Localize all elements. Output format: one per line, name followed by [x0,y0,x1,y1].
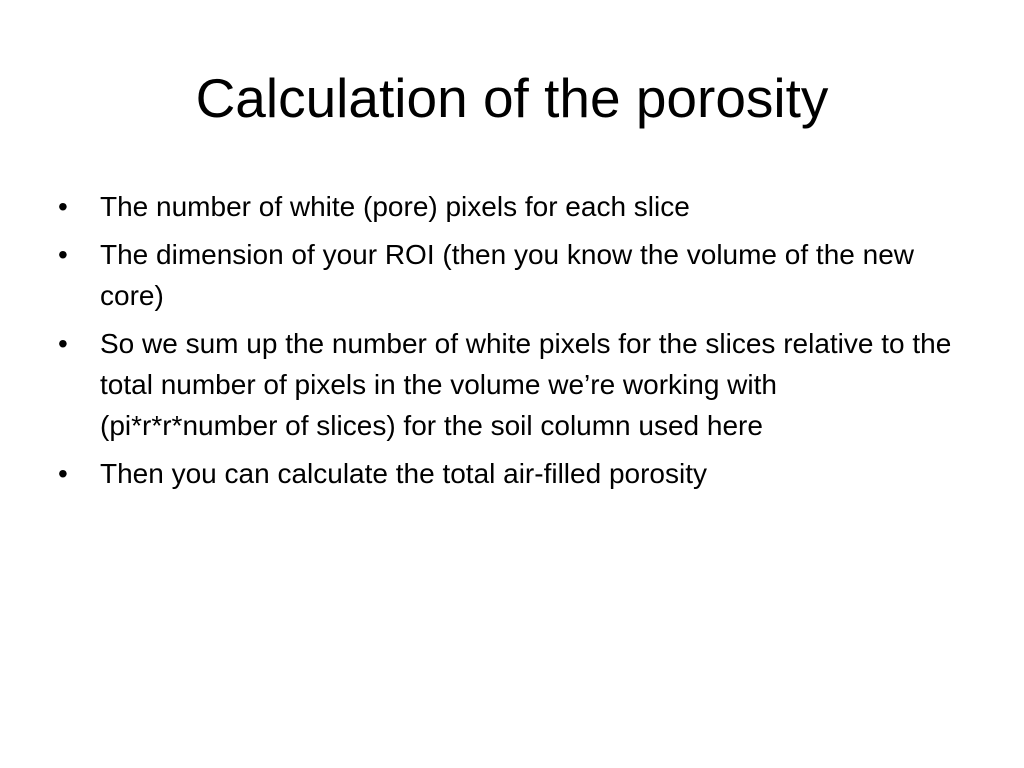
bullet-list [58,186,958,501]
bullet-text: So we sum up the number of white pixels for the slices relative to the total number of pixels in the volume we’re working with (pi*r*r*number of slices) for the soil column used here [100,328,952,441]
bullet-text: The number of white (pore) pixels for each slice [100,191,690,222]
bullet-marker: • [58,191,68,222]
bullet-marker: • [58,458,68,489]
bullet-item [58,323,958,446]
bullet-text: The dimension of your ROI (then you know the volume of the new core) [100,239,914,311]
bullet-marker: • [58,328,68,359]
bullet-item [58,234,958,316]
bullet-item [58,186,958,227]
bullet-marker: • [58,239,68,270]
bullet-text: Then you can calculate the total air-filled porosity [100,458,707,489]
bullet-item [58,453,958,494]
slide-title: Calculation of the porosity [195,67,829,129]
